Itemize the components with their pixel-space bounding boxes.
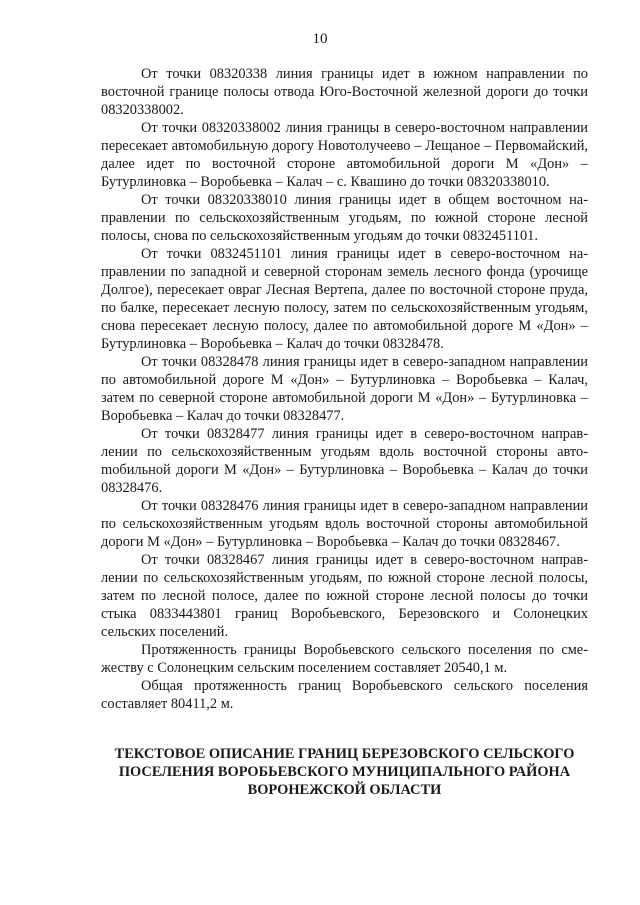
paragraph: От точки 08320338 линия границы идет в южном направлении по восточной границе полосы отвода Юго-Восточной железной дороги до точки 08320338002.	[101, 66, 588, 118]
paragraph: От точки 08320338010 линия границы идет в общем восточном направлении по сельскохозяйственным угодьям, по южной стороне лесной полосы, снова по сельскохозяйственным угодьям до точки 0832451101.	[101, 192, 588, 244]
paragraph: От точки 0832451101 линия границы идет в северо-восточном направлении по западной и северной сторонам земель лесного фонда (урочище Долгое), пересекает овраг Лесная Вертепа, далее по восточной стороне пруда, по балке, пересекает лесную полосу, затем по сельскохозяйственным угодьям, снова пересекает лесную полосу, далее по автомобильной дороге М «Дон» – Бутурлиновка – Воробьевка – Калач до точки 08328478.	[101, 246, 588, 352]
page-number: 10	[312, 31, 328, 47]
paragraph: От точки 08328477 линия границы идет в северо-восточном направлении по сельскохозяйственным угодьям вдоль восточной стороны автоmобильной дороги М «Дон» – Бутурлиновка – Воробьевка – Калач до точки 08328476.	[101, 426, 588, 496]
paragraph: От точки 08328467 линия границы идет в северо-восточном направлении по сельскохозяйственным угодьям, по южной стороне лесной полосы, затем по лесной полосе, далее по южной стороне лесной полосы до точки стыка 0833443801 границ Воробьевского, Березовского и Солонецких сельских поселений.	[101, 552, 588, 640]
paragraph: От точки 08328478 линия границы идет в северо-западном направлении по автомобильной дороге М «Дон» – Бутурлиновка – Воробьевка – Калач, затем по северной стороне автомобильной дороги М «Дон» – Бутурлиновка – Воробьевка – Калач до точки 08328477.	[101, 354, 588, 424]
paragraph: От точки 08328476 линия границы идет в северо-западном направлении по сельскохозяйственным угодьям вдоль восточной стороны автомобильной дороги М «Дон» – Бутурлиновка – Воробьевка – Калач до точки 08328467.	[101, 498, 588, 550]
paragraph: Общая протяженность границ Воробьевского сельского поселения составляет 80411,2 м.	[101, 678, 588, 712]
paragraph: От точки 08320338002 линия границы в северо-восточном направлении пересекает автомобильную дорогу Новотолучеево – Лещаное – Первомайский, далее идет по восточной стороне автомобильной дороги М «Дон» – Бутурлиновка – Воробьевка – Калач – с. Квашино до точки 08320338010.	[101, 120, 588, 190]
paragraph: Протяженность границы Воробьевского сельского поселения по смежеству с Солонецким сельским поселением составляет 20540,1 м.	[101, 642, 588, 676]
body-text	[101, 65, 588, 713]
section-heading: ТЕКСТОВОЕ ОПИСАНИЕ ГРАНИЦ БЕРЕЗОВСКОГО СЕЛЬСКОГО ПОСЕЛЕНИЯ ВОРОБЬЕВСКОГО МУНИЦИПАЛЬНОГО РАЙОНА ВОРОНЕЖСКОЙ ОБЛАСТИ	[114, 746, 575, 798]
